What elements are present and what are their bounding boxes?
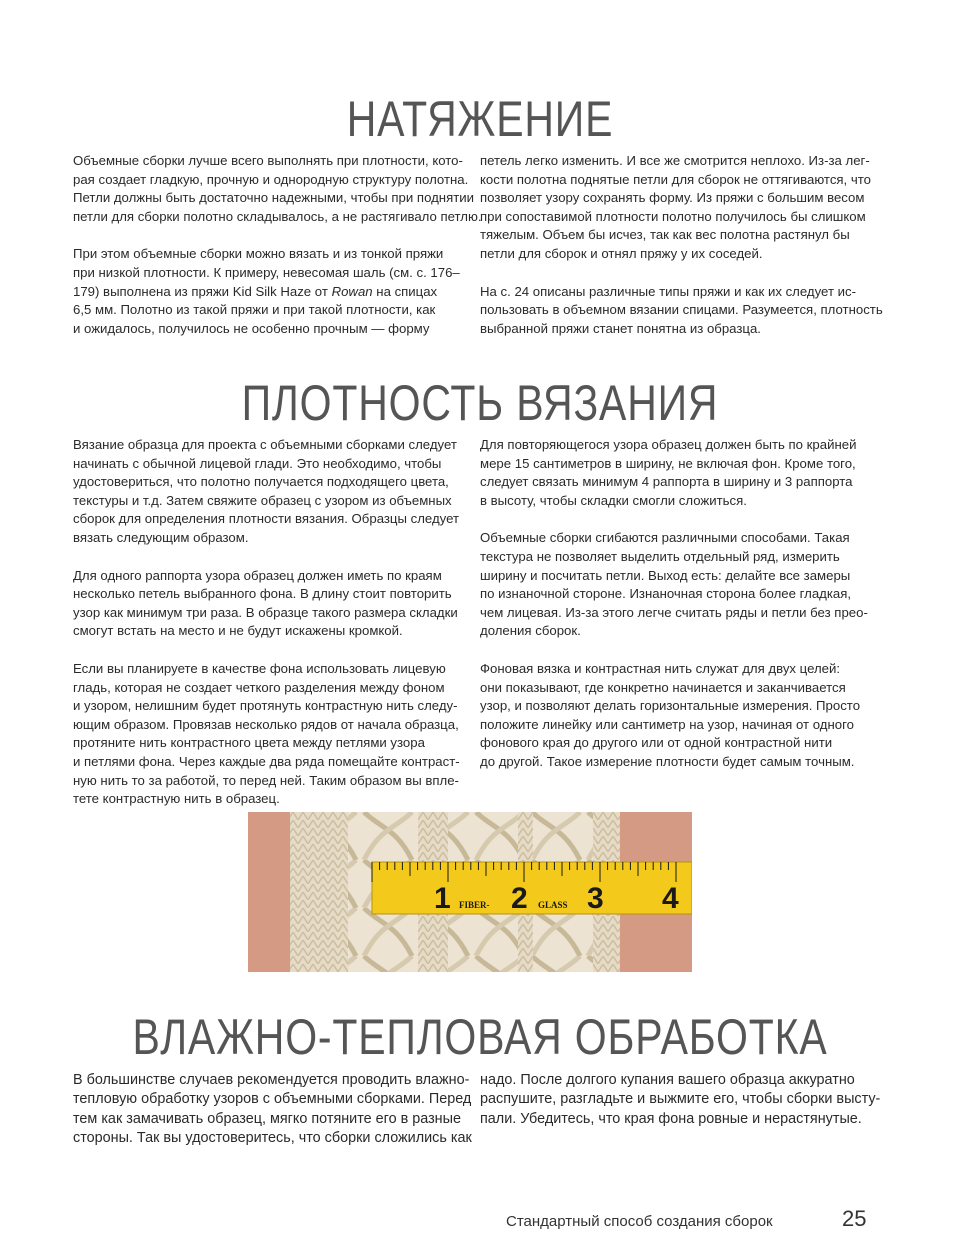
text-line: пали. Убедитесь, что края фона ровные и нерастянутые. — [480, 1110, 862, 1127]
text-line: позволяет узору сохранять форму. Из пряжи с большим весом — [480, 190, 865, 206]
paragraph — [73, 567, 473, 641]
text-line: петли для сборки полотно складывалось, а не растягивало петлю. — [73, 208, 482, 224]
text-line: На с. 24 описаны различные типы пряжи и как их следует ис- — [480, 283, 856, 299]
text-line: петли для сборок и отнял пряжу у их соседей. — [480, 245, 763, 261]
text-line: фонового края до другого или от одной контрастной нити — [480, 735, 833, 751]
text-line: стороны. Так вы удостоверитесь, что сборки сложились как — [73, 1130, 472, 1147]
paragraph — [73, 436, 473, 548]
blocking-left-column — [73, 1071, 472, 1168]
text-line: смогут встать на место и не будут искажены кромкой. — [73, 623, 403, 639]
text-line: Для одного раппорта узора образец должен иметь по краям — [73, 567, 442, 583]
tension-right-column — [480, 152, 883, 357]
text-line: рая создает гладкую, прочную и однородную структуру полотна. — [73, 171, 469, 187]
text-line: и узором, нелишним будет протянуть контрастную нить следу- — [73, 698, 458, 714]
italic-term: Rowan — [331, 283, 373, 299]
text-line: следует связать минимум 4 раппорта в ширину и 3 раппорта — [480, 474, 853, 490]
text-line: узор как минимум три раза. В образце такого размера складки — [73, 604, 458, 620]
tape-label-fiber: FIBER- — [459, 900, 490, 910]
text-line: начинать с обычной лицевой глади. Это необходимо, чтобы — [73, 455, 442, 471]
footer-chapter-title: Стандартный способ создания сборок — [506, 1213, 773, 1230]
text-line: ную нить то за работой, то перед ней. Таким образом вы вплe- — [73, 772, 459, 788]
text-line: тем как замачивать образец, мягко потяните его в разные — [73, 1110, 461, 1127]
text-line: текстура не позволяет выделить отдельный ряд, измерить — [480, 548, 840, 564]
text-line: положите линейку или сантиметр на узор, начиная от одного — [480, 716, 854, 732]
text-line: ширину и посчитать петли. Выход есть: делайте все замеры — [480, 567, 851, 583]
tape-number-3: 3 — [587, 882, 604, 915]
text-line: Фоновая вязка и контрастная нить служат для двух целей: — [480, 660, 841, 676]
text-line: Объемные сборки лучше всего выполнять при плотности, кото- — [73, 153, 463, 168]
text-line: распушите, разгладьте и выжмите его, чтобы сборки высту- — [480, 1091, 881, 1108]
text-line: текстуры и т.д. Затем свяжите образец с узором из объемных — [73, 492, 452, 508]
text-line: и петлями фона. Через каждые два ряда помещайте контраст- — [73, 753, 460, 769]
text-line: до другой. Такое измерение плотности будет самым точным. — [480, 753, 855, 769]
text-line: выбранной пряжи станет понятна из образца. — [480, 320, 761, 336]
text-line: петель легко изменить. И все же смотрится неплохо. Из-за лег- — [480, 153, 870, 168]
text-line: Вязание образца для проекта с объемными сборками следует — [73, 437, 457, 452]
text-line: тепловую обработку узоров с объемными сборками. Перед — [73, 1091, 472, 1108]
blocking-right-column — [480, 1071, 880, 1148]
tape-number-1: 1 — [434, 882, 451, 915]
paragraph — [480, 660, 880, 772]
text-line: чем лицевая. Из-за этого легче считать ряды и петли без прео- — [480, 604, 868, 620]
text-line: пользовать в объемном вязании спицами. Разумеется, плотность — [480, 302, 883, 318]
text-line: мере 15 сантиметров в ширину, не включая фон. Кроме того, — [480, 455, 856, 471]
gauge-right-column — [480, 436, 880, 791]
text-line: В большинстве случаев рекомендуется проводить влажно- — [73, 1072, 470, 1088]
text-line: при сопоставимой плотности полотно получилось бы слишком — [480, 208, 866, 224]
tape-measure — [372, 862, 692, 914]
section-heading-tension: НАТЯЖЕНИЕ — [346, 91, 614, 147]
text-line: Объемные сборки сгибаются различными способами. Такая — [480, 530, 850, 546]
text-line: надо. После долгого купания вашего образца аккуратно — [480, 1072, 855, 1088]
gauge-left-column — [73, 436, 473, 828]
text-line: несколько петель выбранного фона. В длину стоит повторить — [73, 586, 452, 602]
paragraph — [73, 245, 473, 338]
text-line: Для повторяющегося узора образец должен быть по крайней — [480, 437, 857, 452]
text-line: сборок для определения плотности вязания. Образцы следует — [73, 511, 460, 527]
text-line: тете контрастную нить в образец. — [73, 791, 280, 807]
paragraph — [73, 1071, 472, 1149]
tape-number-4: 4 — [662, 882, 679, 915]
paragraph — [73, 152, 482, 226]
paragraph — [480, 283, 883, 339]
text-line: 6,5 мм. Полотно из такой пряжи и при такой плотности, как — [73, 302, 436, 318]
tension-left-column — [73, 152, 482, 357]
text-line: удостовериться, что полотно получается подходящего цвета, — [73, 474, 449, 490]
text-line: при низкой плотности. К примеру, невесомая шаль (см. с. 176– — [73, 264, 460, 280]
paragraph — [480, 529, 880, 641]
tape-number-2: 2 — [511, 882, 528, 915]
section-heading-gauge: ПЛОТНОСТЬ ВЯЗАНИЯ — [241, 375, 719, 431]
paragraph — [480, 152, 880, 264]
text-line: в высоту, чтобы складки смогли сложиться. — [480, 492, 747, 508]
paragraph — [480, 436, 880, 510]
text-line: кости полотна поднятые петли для сборок не оттягиваются, что — [480, 171, 871, 187]
text-line: тяжелым. Объем бы исчез, так как вес полотна растянул бы — [480, 227, 850, 243]
swatch-illustration — [248, 812, 692, 972]
text-line: Петли должны быть достаточно надежными, чтобы при поднятии — [73, 190, 474, 206]
text-line: и ожидалось, получилось не особенно прочным — форму — [73, 320, 430, 336]
tape-label-glass: GLASS — [538, 900, 568, 910]
text-line: по изнаночной стороне. Изнаночная сторона более гладкая, — [480, 586, 852, 602]
text-line: При этом объемные сборки можно вязать и из тонкой пряжи — [73, 246, 444, 262]
text-line: они показывают, где конкретно начинается и заканчивается — [480, 679, 846, 695]
section-heading-blocking: ВЛАЖНО-ТЕПЛОВАЯ ОБРАБОТКА — [132, 1009, 828, 1065]
text-line: 179) выполнена из пряжи Kid Silk Haze от Rowan на спицах — [73, 283, 438, 299]
text-line: протяните нить контрастного цвета между петлями узора — [73, 735, 425, 751]
text-line: гладь, которая не создает четкого разделения между фоном — [73, 679, 445, 695]
paragraph — [480, 1071, 880, 1129]
text-line: Если вы планируете в качестве фона использовать лицевую — [73, 660, 446, 676]
text-line: узор, и позволяют делать горизонтальные измерения. Просто — [480, 698, 861, 714]
text-line: ющим образом. Провязав несколько рядов от начала образца, — [73, 716, 459, 732]
text-line: доления сборок. — [480, 623, 581, 639]
text-line: вязать следующим образом. — [73, 529, 249, 545]
knitted-swatch-with-tape-measure-photo — [248, 812, 692, 972]
paragraph — [73, 660, 473, 809]
page-number: 25 — [842, 1206, 867, 1231]
